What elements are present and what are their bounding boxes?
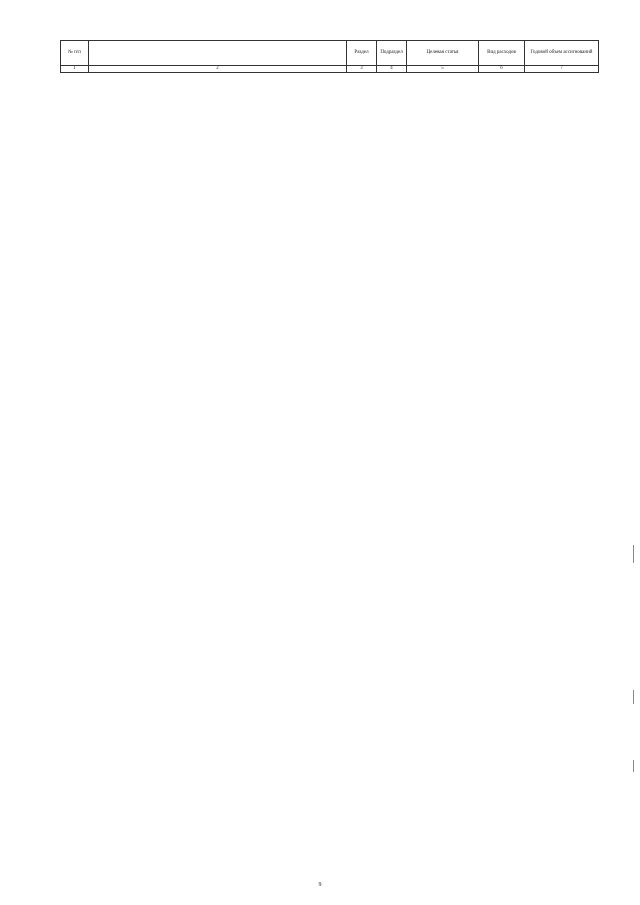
- column-number: 4: [377, 66, 407, 73]
- header-name: [89, 41, 347, 66]
- column-number: 5: [407, 66, 479, 73]
- column-number: 2: [89, 66, 347, 73]
- page-number: 9: [318, 882, 322, 888]
- header-target: Целевая статья: [407, 41, 479, 66]
- scan-edge-mark: [633, 690, 634, 704]
- header-expense: Вид расходов: [479, 41, 525, 66]
- budget-table: [60, 40, 599, 73]
- column-number-row: [61, 66, 599, 73]
- header-section: Раздел: [347, 41, 377, 66]
- header-amount: Годовой объем ассигнований: [525, 41, 599, 66]
- column-number: 1: [61, 66, 89, 73]
- table-header-row: [61, 41, 599, 66]
- column-number: 3: [347, 66, 377, 73]
- column-number: 7: [525, 66, 599, 73]
- header-no: № п/п: [61, 41, 89, 66]
- column-number: 6: [479, 66, 525, 73]
- scan-edge-mark: [633, 760, 634, 772]
- header-subsection: Подраздел: [377, 41, 407, 66]
- scan-edge-mark: [633, 545, 634, 563]
